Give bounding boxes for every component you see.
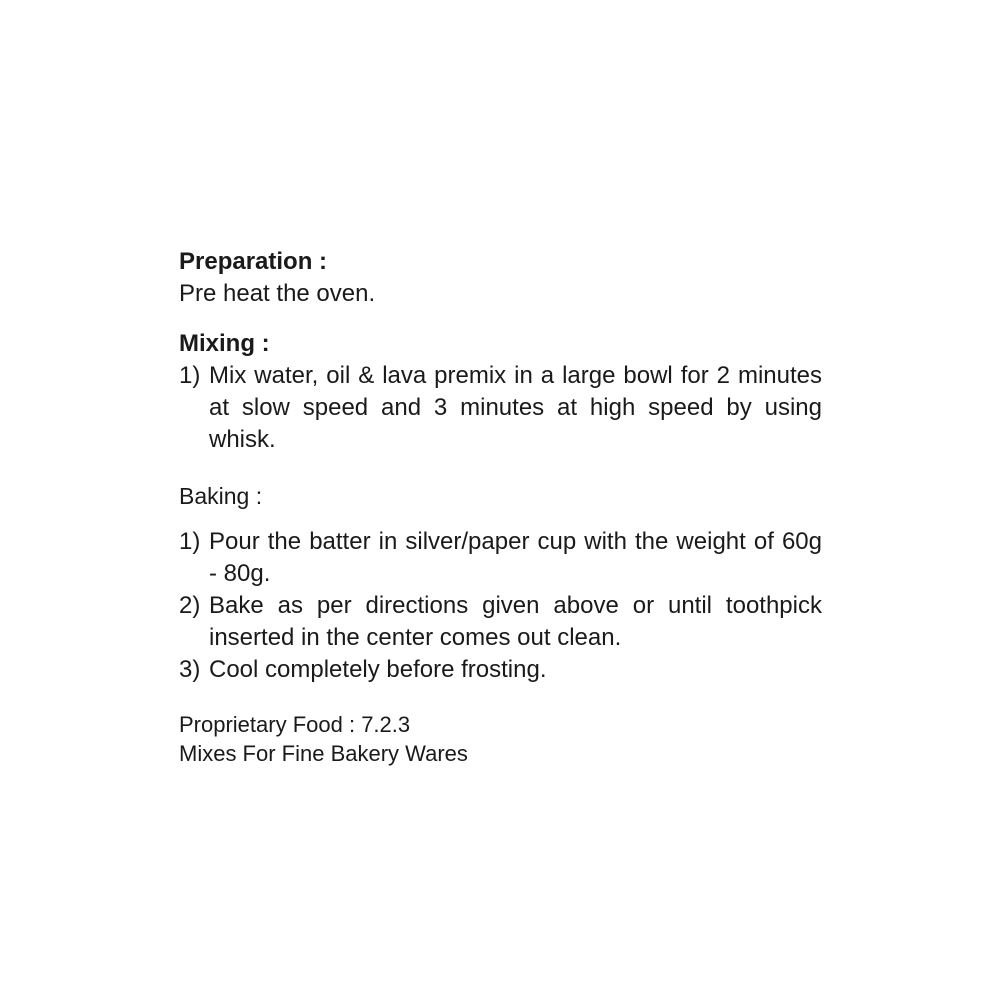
step-number: 1) — [179, 362, 201, 389]
step-text: Bake as per directions given above or until toothpick inserted in the center comes out clean. — [209, 592, 822, 651]
baking-step-1 — [179, 526, 822, 590]
step-text: Cool completely before frosting. — [209, 656, 547, 683]
category-note — [179, 710, 822, 768]
step-text: Mix water, oil & lava premix in a large bowl for 2 minutes at slow speed and 3 minutes at high speed by using whisk. — [209, 362, 822, 453]
recipe-instructions — [179, 246, 822, 768]
preparation-heading: Preparation : — [179, 248, 328, 275]
baking-step-2 — [179, 590, 822, 654]
baking-heading: Baking : — [179, 483, 263, 509]
step-text: Pour the batter in silver/paper cup with the weight of 60g - 80g. — [209, 528, 822, 587]
preparation-section — [179, 246, 822, 309]
baking-step-3 — [179, 654, 822, 686]
step-number: 2) — [179, 592, 201, 619]
preparation-text: Pre heat the oven. — [179, 280, 376, 307]
category-description: Mixes For Fine Bakery Wares — [179, 741, 468, 766]
mixing-step-1 — [179, 360, 822, 456]
baking-section — [179, 480, 822, 686]
mixing-section — [179, 328, 822, 456]
baking-steps — [179, 526, 822, 686]
step-number: 3) — [179, 656, 201, 683]
mixing-heading: Mixing : — [179, 330, 270, 357]
mixing-steps — [179, 360, 822, 456]
category-code: Proprietary Food : 7.2.3 — [179, 712, 411, 737]
step-number: 1) — [179, 528, 201, 555]
